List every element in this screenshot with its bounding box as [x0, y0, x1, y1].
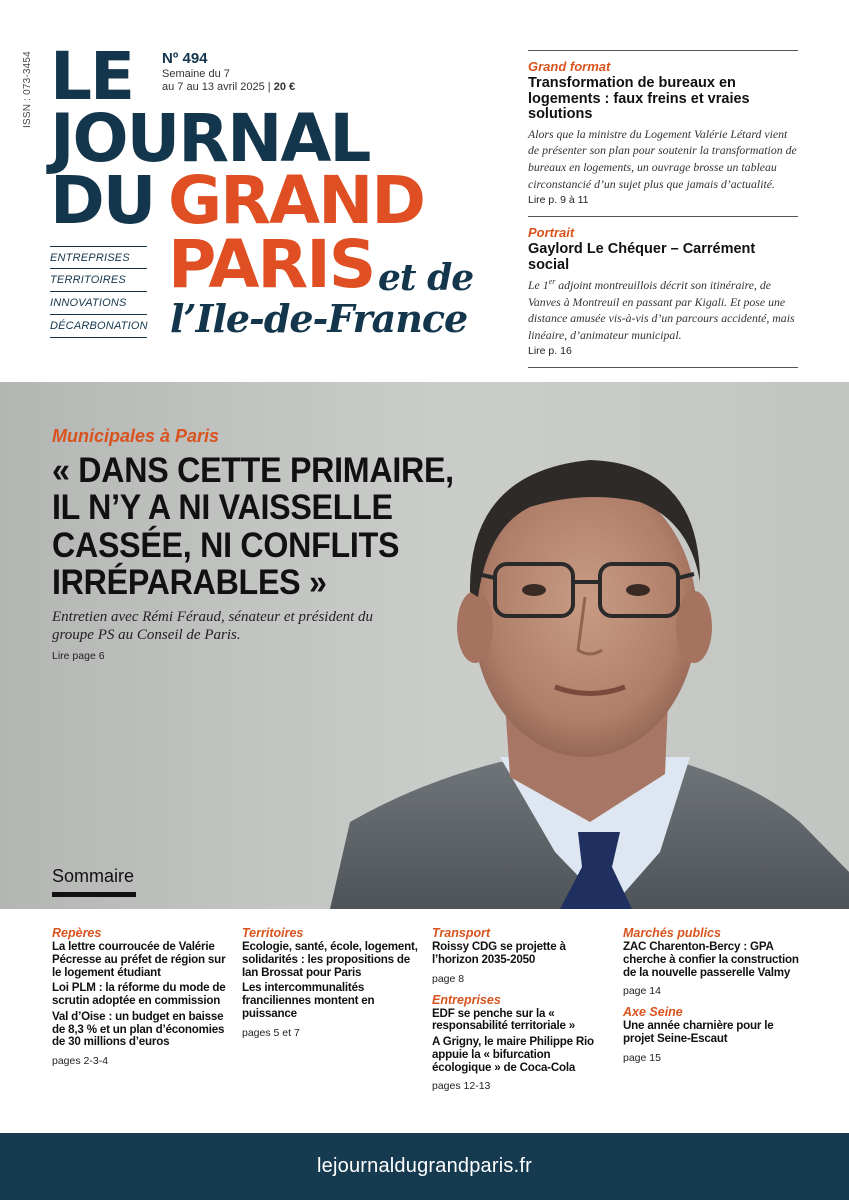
summary-page-ref: page 15	[623, 1051, 661, 1064]
summary-page-ref: page 8	[432, 972, 465, 985]
footer-bar	[0, 1133, 849, 1200]
summary-page-ref: pages 5 et 7	[242, 1026, 300, 1039]
sommaire-underline	[52, 892, 136, 897]
summary-kicker: Axe Seine	[623, 1005, 683, 1020]
teaser-read-link[interactable]: Lire p. 9 à 11	[528, 194, 589, 207]
summary-col-territoires	[242, 926, 420, 1047]
logo-line-le: LE	[50, 38, 134, 115]
sommaire-heading: Sommaire	[52, 866, 135, 886]
teaser-kicker: Portrait	[528, 225, 575, 241]
issue-week: Semaine du 7	[162, 68, 230, 80]
summary-columns	[52, 926, 812, 1126]
hero-section	[0, 382, 849, 909]
summary-item[interactable]: Ecologie, santé, école, logement, solidarités : les propositions de Ian Brossat pour Paris	[242, 940, 418, 979]
issue-number: Nº 494	[162, 50, 208, 67]
summary-kicker: Repères	[52, 926, 102, 940]
logo-line-grand: GRAND	[168, 162, 425, 239]
teaser-read-link[interactable]: Lire p. 16	[528, 345, 572, 358]
topic-list	[50, 246, 147, 338]
summary-kicker: Territoires	[242, 926, 304, 940]
summary-page-ref: pages 2-3-4	[52, 1055, 109, 1067]
teaser-grand-format[interactable]	[528, 51, 798, 217]
issue-date-range: au 7 au 13 avril 2025 |	[162, 81, 274, 94]
summary-page-ref: pages 12-13	[432, 1080, 491, 1093]
teaser-text: Le 1er adjoint montreuillois décrit son itinéraire, de Vanves à Montreuil en passant par Kigali. Et pose une distance amusée vis-à-vis d’un parcours accidenté, mais linéaire, d’animateur municipal.	[528, 277, 795, 342]
summary-item[interactable]: ZAC Charenton-Bercy : GPA cherche à confier la construction de la nouvelle passerelle Valmy	[623, 940, 799, 979]
hero-subtitle: Entretien avec Rémi Féraud, sénateur et président du groupe PS au Conseil de Paris.	[52, 609, 374, 643]
hero-read-link[interactable]: Lire page 6	[52, 650, 105, 662]
summary-kicker: Marchés publics	[623, 926, 721, 940]
teaser-column	[528, 50, 798, 368]
summary-item[interactable]: Les intercommunalités franciliennes montent en puissance	[242, 981, 375, 1020]
teaser-title: Gaylord Le Chéquer – Carrément social	[528, 241, 756, 273]
topic-item: DÉCARBONATION	[50, 315, 147, 338]
teaser-text: Alors que la ministre du Logement Valérie Létard vient de présenter son plan pour soutenir la transformation de bureaux en logements, un ouvrage brosse un tableau circonstancié d’un sujet plus que jamais d’actualité.	[528, 126, 797, 191]
summary-kicker: Entreprises	[432, 992, 501, 1007]
issue-dates	[162, 81, 295, 94]
summary-kicker: Transport	[432, 926, 491, 940]
summary-col-marches	[623, 926, 801, 1072]
summary-col-reperes	[52, 926, 230, 1075]
logo-line-idf: l’Ile-de-France	[170, 296, 468, 341]
topic-item: ENTREPRISES	[50, 246, 147, 269]
issue-info	[162, 50, 295, 94]
summary-item[interactable]: Loi PLM : la réforme du mode de scrutin adoptée en commission	[52, 981, 226, 1007]
logo-line-etde: et de	[378, 257, 474, 299]
issue-price: 20 €	[273, 81, 296, 94]
logo-line-paris: PARIS	[168, 226, 375, 303]
topic-item: TERRITOIRES	[50, 269, 147, 292]
logo-line-journal: JOURNAL	[50, 100, 370, 177]
topic-item: INNOVATIONS	[50, 292, 147, 315]
website-link[interactable]: lejournaldugrandparis.fr	[317, 1155, 532, 1177]
summary-item[interactable]: EDF se penche sur la « responsabilité territoriale »	[432, 1006, 576, 1033]
hero-headline[interactable]: « DANS CETTE PRIMAIRE, IL N’Y A NI VAISSELLE CASSÉE, NI CONFLITS IRRÉPARABLES »	[52, 451, 454, 603]
summary-item[interactable]: A Grigny, le maire Philippe Rio appuie la « bifurcation écologique » de Coca-Cola	[432, 1035, 594, 1074]
hero-kicker: Municipales à Paris	[52, 426, 220, 446]
teaser-portrait[interactable]	[528, 217, 798, 368]
logo-line-du: DU	[50, 162, 155, 239]
summary-page-ref: page 14	[623, 985, 661, 998]
summary-item[interactable]: Val d’Oise : un budget en baisse de 8,3 % et un plan d’économies de 30 millions d’euros	[52, 1009, 225, 1049]
summary-col-transport	[432, 926, 610, 1100]
summary-item[interactable]: Roissy CDG se projette à l’horizon 2035-2050	[432, 940, 566, 966]
summary-item[interactable]: La lettre courroucée de Valérie Pécresse au préfet de région sur le logement étudiant	[52, 940, 226, 979]
issn-number: ISSN : 073-3454	[22, 51, 33, 128]
teaser-kicker: Grand format	[528, 59, 611, 74]
summary-item[interactable]: Une année charnière pour le projet Seine-Escaut	[623, 1019, 774, 1045]
teaser-title: Transformation de bureaux en logements : faux freins et vraies solutions	[528, 75, 750, 123]
